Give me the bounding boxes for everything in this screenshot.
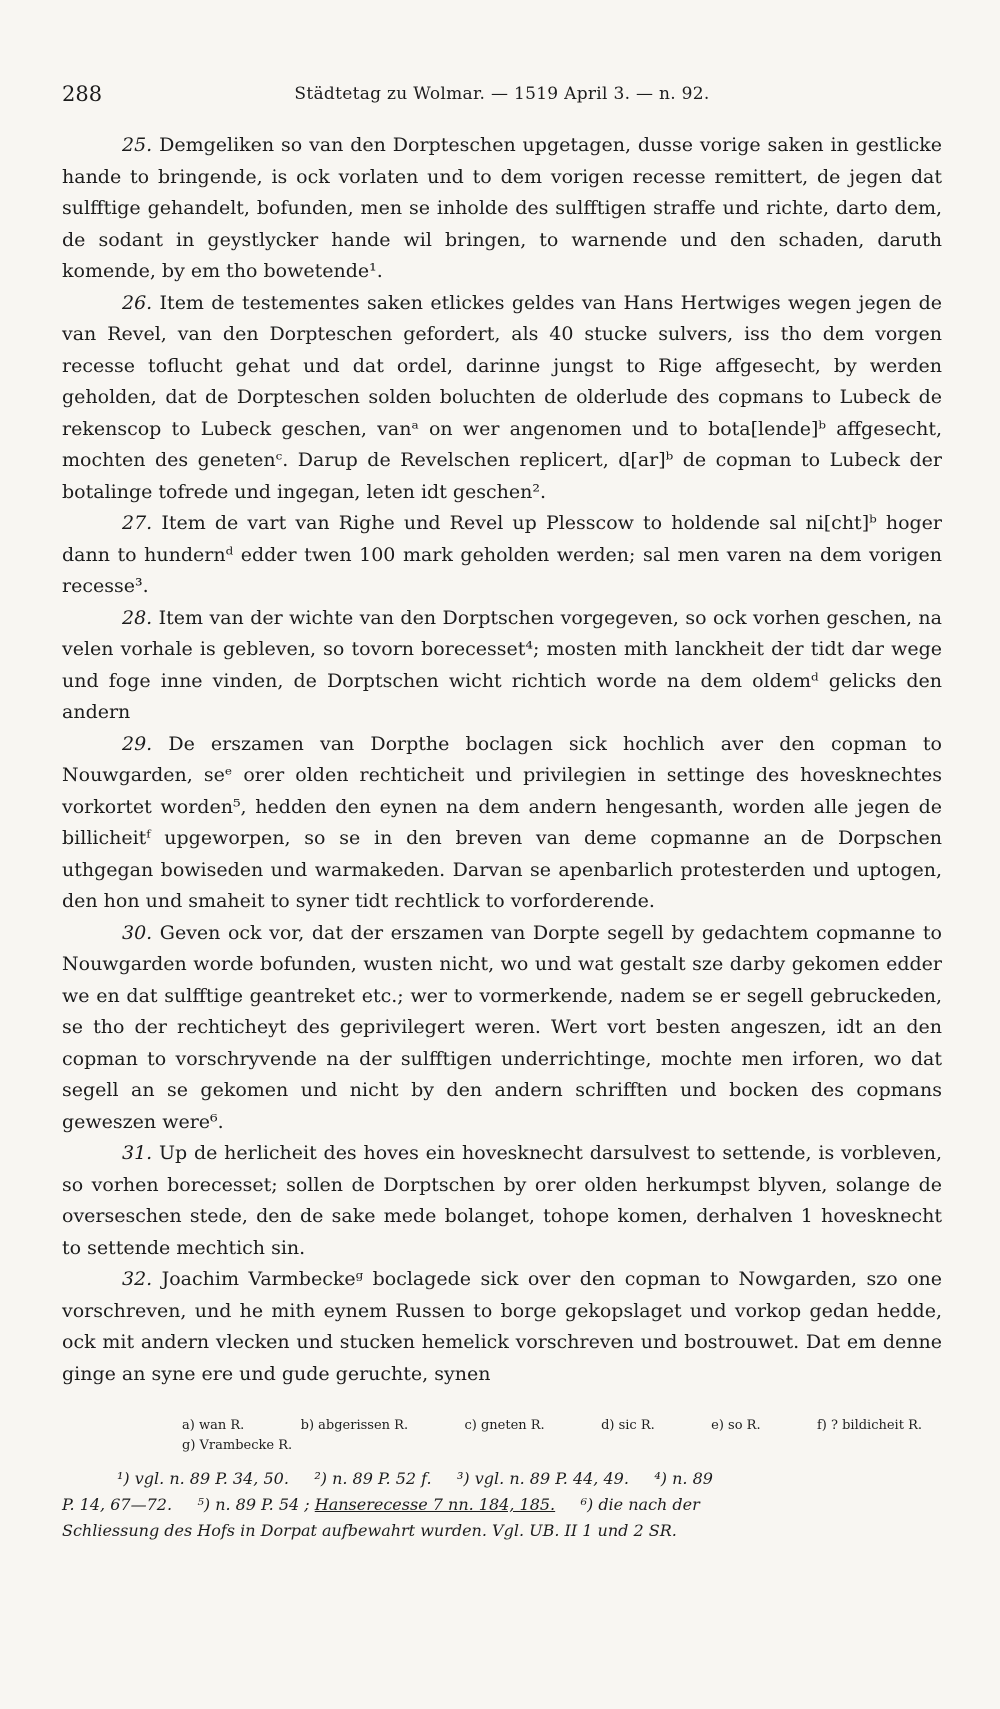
footnote-text: Schliessung des Hofs in Dorpat aufbewahrt wurden. Vgl. UB. II 1 und 2 SR. [62,1521,677,1540]
text-note-f: f) ? bildicheit R. [816,1418,922,1433]
paragraph-text: Up de herlicheit des hoves ein hovesknecht darsulvest to settende, is vorbleven, so vorhen borecesset; sollen de Dorptschen by orer olden herkumpst blyven, solange de overseschen stede, den de sake mede bolanget, tohope komen, derhalven 1 hovesknecht to settende mechtich sin. [62,1142,942,1259]
paragraph-25 [62,130,942,288]
footnote-line [62,1466,942,1492]
text-note-b: b) abgerissen R. [300,1418,409,1433]
paragraph-text: De erszamen van Dorpthe boclagen sick hochlich aver den copman to Nouwgarden, seᵉ orer olden rechticheit und privilegien in settinge des hovesknechtes vorkortet worden⁵, hedden den eynen na dem andern hengesanth, worden alle jegen de billicheitᶠ upgeworpen, so se in den breven van deme copmanne an de Dorpschen uthgegan bowiseden und warmakeden. Darvan se apenbarlich protesterden und uptogen, den hon und smaheit to syner tidt rechtlick to vorforderende. [62,732,943,912]
running-head: Städtetag zu Wolmar. — 1519 April 3. — n. 92. [294,84,710,104]
paragraph-text: Geven ock vor, dat der erszamen van Dorpte segell by gedachtem copmanne to Nouwgarden worde bofunden, wusten nicht, wo und wat gestalt sze darby gekomen edder we en dat sulfftige geantreket etc.; wer to vormerkende, nadem se er segell gebruckeden, se tho der rechticheyt des geprivilegert weren. Wert vort besten angeszen, idt an den copman to vorschryvende na der sulfftigen underrichtinge, mochte men irforen, wo dat segell an se gekomen und nicht by den andern schrifften und bocken des copmans geweszen were⁶. [62,921,942,1133]
paragraph-30 [62,918,942,1139]
paragraph-27 [62,508,942,603]
paragraph-number: 28. [122,606,153,629]
paragraph-text: Demgeliken so van den Dorpteschen upgetagen, dusse vorige saken in gestlicke hande to bringende, is ock vorlaten und to dem vorigen recesse remittert, de jegen dat sulfftige gehandelt, bofunden, men se inholde des sulfftigen straffe und richte, darto dem, de sodant in geystlycker hande wil bringen, to warnende und den schaden, daruth komende, by em tho bowetende¹. [62,134,942,282]
text-note-d: d) sic R. [601,1418,655,1433]
numbered-footnotes [62,1466,942,1544]
text-notes-row [182,1436,942,1456]
paragraph-text: Item de vart van Righe und Revel up Plesscow to holdende sal ni[cht]ᵇ hoger dann to hundernᵈ edder twen 100 mark geholden werden; sal men varen na dem vorigen recesse³. [62,512,942,597]
text-note-e: e) so R. [711,1418,761,1433]
footnote-text: ⁶) die nach der [555,1495,700,1514]
text-notes-row [182,1416,942,1436]
paragraph-text: Joachim Varmbeckeᵍ boclagede sick over den copman to Nowgarden, szo one vorschreven, und he mith eynem Russen to borge gekopslaget und vorkop gedan hedde, ock mit andern vlecken und stucken hemelick vorschreven und bostrouwet. Dat em denne ginge an syne ere und gude geruchte, synen [62,1268,942,1385]
footnote-underlined-text: Hanserecesse 7 nn. 184, 185. [314,1495,556,1514]
text-note-a: a) wan R. [182,1418,245,1433]
paragraph-number: 30. [122,921,153,944]
paragraph-number: 32. [122,1268,153,1290]
paragraph-32 [62,1264,942,1390]
paragraph-number: 29. [122,732,153,755]
paragraph-29 [62,729,942,918]
text-critical-notes [62,1416,942,1456]
paragraph-number: 26. [122,291,153,314]
footnote-line [62,1492,942,1518]
paragraph-31 [62,1138,942,1264]
paragraph-number: 31. [122,1142,153,1164]
footnote-text: ¹) vgl. n. 89 P. 34, 50. ²) n. 89 P. 52 f. ³) vgl. n. 89 P. 44, 49. ⁴) n. 89 [117,1469,713,1488]
paragraph-number: 25. [122,134,153,156]
page [62,70,942,1544]
paragraph-text: Item de testementes saken etlickes geldes van Hans Hertwiges wegen jegen de van Revel, van den Dorpteschen gefordert, als 40 stucke sulvers, iss tho dem vorgen recesse toflucht gehat und dat ordel, darinne jungst to Rige affgesecht, by werden geholden, dat de Dorpteschen solden boluchten de olderlude des copmans to Lubeck de rekenscop to Lubeck geschen, vanᵃ on wer angenomen und to bota[lende]ᵇ affgesecht, mochten des genetenᶜ. Darup de Revelschen replicert, d[ar]ᵇ de copman to Lubeck der botalinge tofrede und ingegan, leten idt geschen². [62,291,942,503]
paragraph-number: 27. [122,512,153,534]
text-note-g: g) Vrambecke R. [182,1438,293,1453]
paragraph-26 [62,288,942,509]
body-text [62,130,942,1390]
page-number: 288 [62,82,103,106]
page-header [62,70,942,110]
footnote-text: P. 14, 67—72. ⁵) n. 89 P. 54 ; [62,1495,315,1514]
paragraph-text: Item van der wichte van den Dorptschen vorgegeven, so ock vorhen geschen, na velen vorhale is gebleven, so tovorn borecesset⁴; mosten mith lanckheit der tidt dar wege und foge inne vinden, de Dorptschen wicht richtich worde na dem oldemᵈ gelicks den andern [62,606,942,723]
text-note-c: c) gneten R. [464,1418,545,1433]
paragraph-28 [62,603,942,729]
footnote-line [62,1518,942,1544]
